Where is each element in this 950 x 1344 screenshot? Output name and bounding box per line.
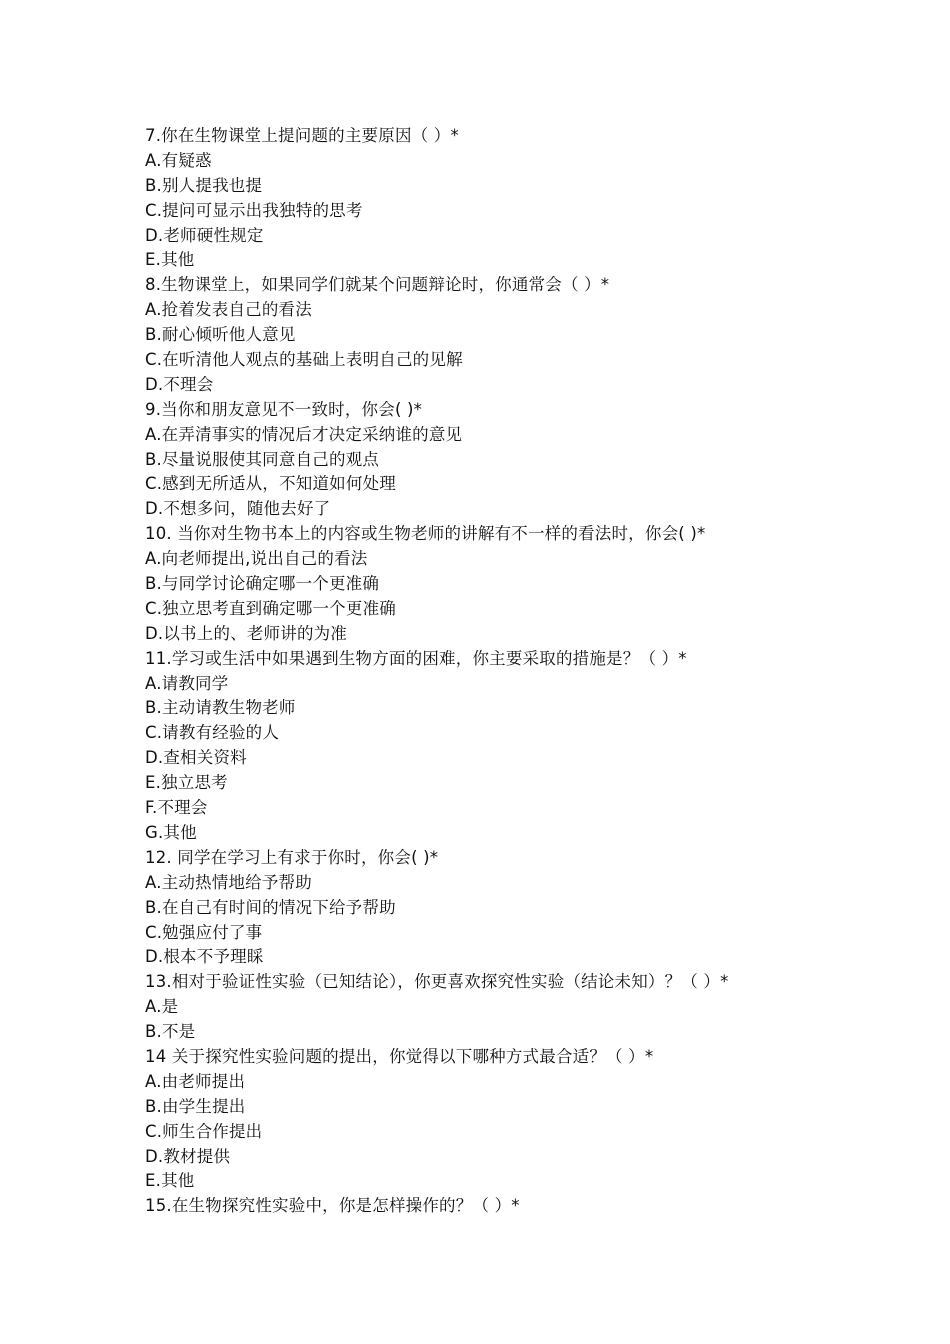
option-item: E.其他 [145, 250, 195, 270]
question-title: 11.学习或生活中如果遇到生物方面的困难，你主要采取的措施是？（ ）* [145, 648, 687, 668]
option-item: G.其他 [145, 822, 197, 842]
option-item: D.不想多问，随他去好了 [145, 499, 331, 519]
option-item: D.不理会 [145, 374, 214, 394]
option-item: B.不是 [145, 1022, 196, 1042]
question-title: 14 关于探究性实验问题的提出，你觉得以下哪种方式最合适？（ ）* [145, 1046, 654, 1066]
option-item: B.耐心倾听他人意见 [145, 325, 296, 345]
option-item: D.查相关资料 [145, 748, 247, 768]
option-item: A.由老师提出 [145, 1071, 246, 1091]
question-title: 15.在生物探究性实验中，你是怎样操作的？（ ）* [145, 1196, 520, 1216]
option-item: B.在自己有时间的情况下给予帮助 [145, 897, 396, 917]
option-item: A.有疑惑 [145, 150, 212, 170]
option-item: D.老师硬性规定 [145, 225, 264, 245]
option-item: D.根本不予理睬 [145, 947, 264, 967]
option-item: A.抢着发表自己的看法 [145, 300, 312, 320]
question-title: 8.生物课堂上，如果同学们就某个问题辩论时，你通常会（ ）* [145, 275, 610, 295]
option-item: B.主动请教生物老师 [145, 698, 296, 718]
option-item: B.由学生提出 [145, 1096, 246, 1116]
option-item: C.独立思考直到确定哪一个更准确 [145, 598, 396, 618]
option-item: D.教材提供 [145, 1146, 231, 1166]
option-item: A.向老师提出,说出自己的看法 [145, 549, 368, 569]
question-title: 13.相对于验证性实验（已知结论），你更喜欢探究性实验（结论未知）？（ ）* [145, 972, 729, 992]
option-item: B.与同学讨论确定哪一个更准确 [145, 574, 380, 594]
option-item: C.勉强应付了事 [145, 922, 263, 942]
question-title: 7.你在生物课堂上提问题的主要原因（ ）* [145, 126, 459, 145]
option-item: E.独立思考 [145, 773, 228, 793]
question-title: 9.当你和朋友意见不一致时，你会( )* [145, 399, 423, 419]
option-item: E.其他 [145, 1171, 195, 1191]
option-item: C.在听清他人观点的基础上表明自己的见解 [145, 350, 463, 370]
option-item: B.尽量说服使其同意自己的观点 [145, 449, 380, 469]
option-item: A.请教同学 [145, 673, 229, 693]
option-item: A.主动热情地给予帮助 [145, 872, 312, 892]
question-title: 10. 当你对生物书本上的内容或生物老师的讲解有不一样的看法时，你会( )* [145, 524, 706, 544]
option-item: A.是 [145, 997, 179, 1017]
option-item: C.请教有经验的人 [145, 723, 280, 743]
questionnaire-page [145, 124, 845, 1219]
option-item: D.以书上的、老师讲的为准 [145, 623, 348, 643]
option-item: C.师生合作提出 [145, 1121, 263, 1141]
option-item: A.在弄清事实的情况后才决定采纳谁的意见 [145, 424, 463, 444]
option-item: C.感到无所适从，不知道如何处理 [145, 474, 396, 494]
option-item: F.不理会 [145, 798, 208, 818]
option-item: C.提问可显示出我独特的思考 [145, 200, 363, 220]
option-item: B.别人提我也提 [145, 175, 263, 195]
question-title: 12. 同学在学习上有求于你时，你会( )* [145, 847, 439, 867]
